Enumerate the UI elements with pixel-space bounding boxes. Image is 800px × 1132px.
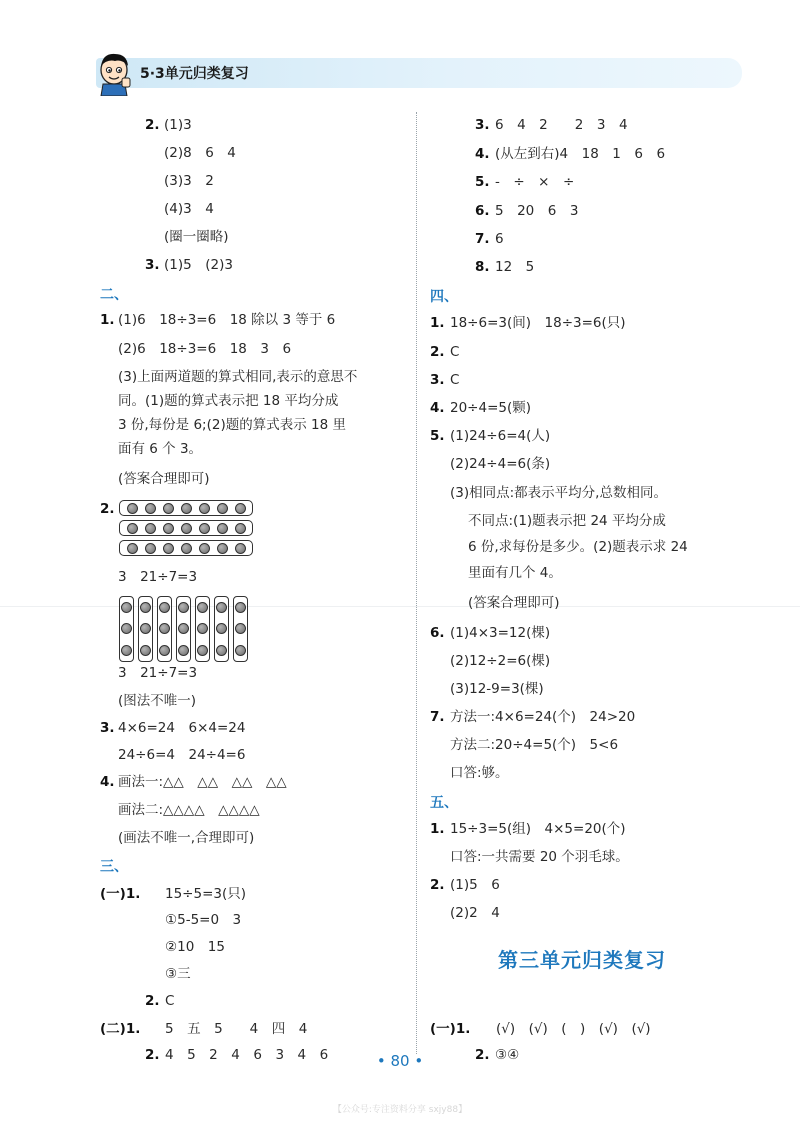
bead [235,523,246,534]
p3-line: 24÷6=4 24÷4=6 [118,747,246,763]
q3-text: (1)5 (2)3 [164,257,233,273]
bead-column [233,596,248,662]
r-item-label: 6. [475,203,490,219]
p1-line: (1)6 18÷3=6 18 除以 3 等于 6 [118,312,336,328]
r5-line: 6 份,求每份是多少。(2)题表示求 24 [468,539,688,555]
bead [235,623,246,634]
r5-line: 不同点:(1)题表示把 24 平均分成 [468,513,666,529]
bead [199,503,210,514]
bead [216,623,227,634]
section-4-heading: 四、 [430,289,458,305]
bead [216,602,227,613]
r7-line: 口答:够。 [450,765,509,781]
g1-line: 15÷5=3(只) [165,886,247,902]
r-item-text: (从左到右)4 18 1 6 6 [495,146,666,162]
p4-line: 画法一:△△ △△ △△ △△ [118,774,287,790]
r4-label: 2. [430,344,445,360]
p2-equation: 3 21÷7=3 [118,665,198,681]
r4-label: 4. [430,400,445,416]
r4-label: 3. [430,372,445,388]
g1-label: (一)1. [100,886,141,902]
bead [127,503,138,514]
section-3-heading: 三、 [100,859,128,875]
bead [159,602,170,613]
bead [163,503,174,514]
g2-label: (二)1. [100,1021,141,1037]
r-item-text: 12 5 [495,259,535,275]
r-item-label: 3. [475,117,490,133]
p4-label: 4. [100,774,115,790]
q2-line: (1)3 [164,117,192,133]
bead [163,543,174,554]
r5b2-line: (1)5 6 [450,877,500,893]
r5b-line: 15÷3=5(组) 4×5=20(个) [450,821,626,837]
g1-2-text: C [165,993,175,1009]
r7-label: 7. [430,709,445,725]
bead-column [214,596,229,662]
bead-column [176,596,191,662]
bead [235,645,246,656]
bead-column [138,596,153,662]
r5b-label: 1. [430,821,445,837]
bead [145,503,156,514]
r-item-label: 8. [475,259,490,275]
bead [217,503,228,514]
bead-row [119,500,253,516]
r4-text: 18÷6=3(间) 18÷3=6(只) [450,315,626,331]
q2-label: 2. [145,117,160,133]
bead [199,543,210,554]
bead [217,523,228,534]
bead [235,503,246,514]
p1-line: (3)上面两道题的算式相同,表示的意思不 [118,369,358,385]
q2-line: (4)3 4 [164,201,214,217]
r5b2-line: (2)2 4 [450,905,500,921]
g2-2-label: 2. [145,1047,160,1063]
g2-2-text: 4 5 2 4 6 3 4 6 [165,1047,329,1063]
bead [178,645,189,656]
bead [159,645,170,656]
bead [197,645,208,656]
r4-text: (1)24÷6=4(人) [450,428,551,444]
q2-note: (圈一圈略) [164,229,229,245]
p1-note: (答案合理即可) [118,471,210,487]
r5-line: (3)相同点:都表示平均分,总数相同。 [450,485,667,501]
last2-text: ③④ [495,1047,520,1063]
last1-label: (一)1. [430,1021,471,1037]
r5-note: (答案合理即可) [468,595,560,611]
r5-line: 里面有几个 4。 [468,565,562,581]
r6-line: (1)4×3=12(棵) [450,625,551,641]
g1-line: ①5-5=0 3 [165,912,242,928]
header-title: 5·3单元归类复习 [140,66,249,82]
column-divider [416,112,417,1054]
last1-text: (√) (√) ( ) (√) (√) [496,1021,651,1037]
r7-line: 方法一:4×6=24(个) 24>20 [450,709,636,725]
r7-line: 方法二:20÷4=5(个) 5<6 [450,737,619,753]
r6-line: (3)12-9=3(棵) [450,681,544,697]
bead-column [195,596,210,662]
r-item-label: 4. [475,146,490,162]
bead [159,623,170,634]
bead [216,645,227,656]
r4-text: C [450,372,460,388]
r-item-text: 6 [495,231,504,247]
bead [145,543,156,554]
bead [199,523,210,534]
last2-label: 2. [475,1047,490,1063]
r6-label: 6. [430,625,445,641]
bead [235,602,246,613]
p3-label: 3. [100,720,115,736]
bead [235,543,246,554]
footer-watermark: 【公众号:专注资料分享 sxjy88】 [332,1105,468,1115]
p4-note: (画法不唯一,合理即可) [118,830,255,846]
bead [140,645,151,656]
bead [127,523,138,534]
g2-1-text: 5 五 5 4 四 4 [165,1021,308,1037]
q2-line: (3)3 2 [164,173,214,189]
p2-label: 2. [100,501,115,517]
bead [197,623,208,634]
bead [197,602,208,613]
p1-line: 同。(1)题的算式表示把 18 平均分成 [118,393,339,409]
g1-2-label: 2. [145,993,160,1009]
r4-text: C [450,344,460,360]
q3-label: 3. [145,257,160,273]
section-2-heading: 二、 [100,287,128,303]
r5-line: (2)24÷4=6(条) [450,456,551,472]
q2-line: (2)8 6 4 [164,145,236,161]
bead [181,503,192,514]
bead-row [119,540,253,556]
r4-label: 1. [430,315,445,331]
p1-line: 面有 6 个 3。 [118,441,203,457]
page-number: • 80 • [373,1052,427,1070]
bead [181,523,192,534]
unit-section-heading: 第三单元归类复习 [498,948,666,972]
p2-note: (图法不唯一) [118,693,197,709]
bead [181,543,192,554]
bead [140,602,151,613]
bead [145,523,156,534]
bead-column [119,596,134,662]
r6-line: (2)12÷2=6(棵) [450,653,551,669]
bead [217,543,228,554]
p3-line: 4×6=24 6×4=24 [118,720,246,736]
bead [121,602,132,613]
p1-label: 1. [100,312,115,328]
bead [178,623,189,634]
mascot-icon [94,50,134,96]
r5b2-label: 2. [430,877,445,893]
p2-equation: 3 21÷7=3 [118,569,198,585]
bead [121,623,132,634]
bead-column [157,596,172,662]
p1-line: 3 份,每份是 6;(2)题的算式表示 18 里 [118,417,346,433]
bead [163,523,174,534]
p1-line: (2)6 18÷3=6 18 3 6 [118,341,292,357]
r-item-label: 7. [475,231,490,247]
r5b-line: 口答:一共需要 20 个羽毛球。 [450,849,629,865]
p4-line: 画法二:△△△△ △△△△ [118,802,260,818]
bead-row [119,520,253,536]
r-item-text: - ÷ × ÷ [495,174,575,190]
bead [140,623,151,634]
g1-line: ③三 [165,966,191,982]
bead [121,645,132,656]
g1-line: ②10 15 [165,939,225,955]
r4-label: 5. [430,428,445,444]
r4-text: 20÷4=5(颗) [450,400,532,416]
section-5-heading: 五、 [430,795,458,811]
bead [178,602,189,613]
r-item-text: 5 20 6 3 [495,203,579,219]
bead [127,543,138,554]
r-item-label: 5. [475,174,490,190]
r-item-text: 6 4 2 2 3 4 [495,117,628,133]
